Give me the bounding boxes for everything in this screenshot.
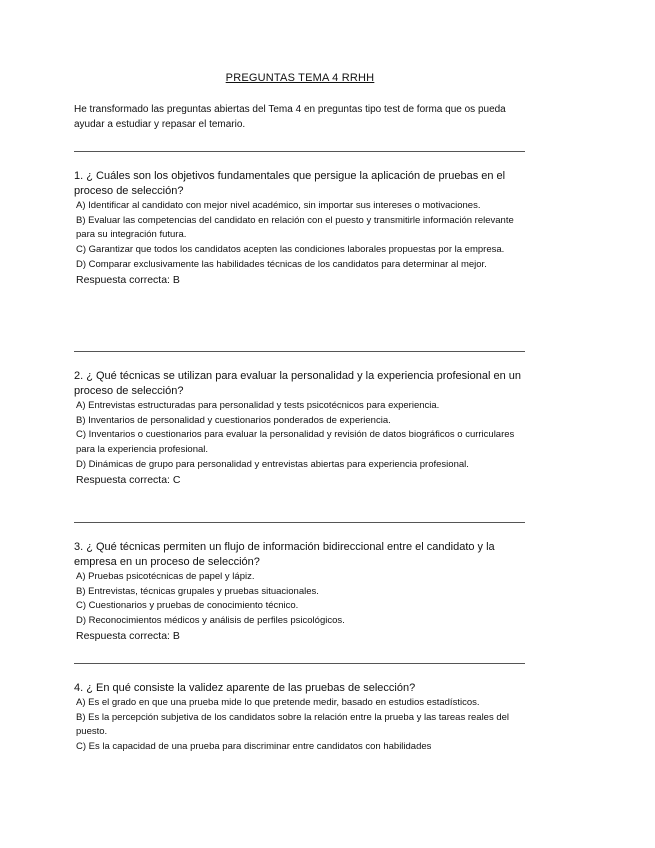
question-block-3 (74, 540, 529, 644)
option-c: C) Garantizar que todos los candidatos acepten las condiciones laborales propuestas por la empresa. (76, 244, 505, 256)
question-block-2 (74, 369, 529, 488)
question-text: 3. ¿ Qué técnicas permiten un flujo de información bidireccional entre el candidato y la empresa en un proceso de selección? (74, 541, 495, 568)
option-a: A) Entrevistas estructuradas para personalidad y tests psicotécnicos para experiencia. (76, 400, 440, 411)
option-a: A) Pruebas psicotécnicas de papel y lápiz. (76, 571, 255, 582)
separator-line (74, 151, 525, 152)
question-text: 1. ¿ Cuáles son los objetivos fundamentales que persigue la aplicación de pruebas en el proceso de selección? (74, 170, 506, 197)
separator-line (74, 522, 525, 523)
option-c: C) Cuestionarios y pruebas de conocimiento técnico. (76, 600, 299, 612)
option-a: A) Identificar al candidato con mejor nivel académico, sin importar sus intereses o motivaciones. (76, 200, 481, 211)
separator-line (74, 663, 525, 664)
question-block-1 (74, 169, 529, 288)
separator-line (74, 351, 525, 352)
question-text: 2. ¿ Qué técnicas se utilizan para evaluar la personalidad y la experiencia profesional en un proceso de selección? (74, 370, 521, 397)
correct-answer: Respuesta correcta: B (76, 273, 180, 286)
option-d: D) Dinámicas de grupo para personalidad y entrevistas abiertas para experiencia profesional. (76, 458, 469, 470)
correct-answer: Respuesta correcta: C (76, 473, 181, 486)
option-d: D) Reconocimientos médicos y análisis de perfiles psicológicos. (76, 615, 345, 627)
question-block-4 (74, 681, 529, 755)
correct-answer: Respuesta correcta: B (76, 629, 180, 642)
option-b: B) Entrevistas, técnicas grupales y pruebas situacionales. (76, 585, 319, 597)
option-a: A) Es el grado en que una prueba mide lo que pretende medir, basado en estudios estadísticos. (76, 697, 480, 708)
option-c: C) Inventarios o cuestionarios para evaluar la personalidad y revisión de datos biográficos o curriculares para la experiencia profesional. (76, 429, 515, 456)
question-text: 4. ¿ En qué consiste la validez aparente de las pruebas de selección? (74, 682, 416, 694)
option-b: B) Evaluar las competencias del candidato en relación con el puesto y transmitirle información relevante para su integración futura. (76, 214, 514, 241)
option-b: B) Es la percepción subjetiva de los candidatos sobre la relación entre la prueba y las tareas reales del puesto. (76, 711, 510, 738)
option-b: B) Inventarios de personalidad y cuestionarios ponderados de experiencia. (76, 414, 391, 426)
document-title: PREGUNTAS TEMA 4 RRHH (225, 72, 375, 84)
option-c: C) Es la capacidad de una prueba para discriminar entre candidatos con habilidades (76, 741, 432, 753)
intro-paragraph: He transformado las preguntas abiertas del Tema 4 en preguntas tipo test de forma que os pueda ayudar a estudiar y repasar el temario. (74, 104, 506, 130)
option-d: D) Comparar exclusivamente las habilidades técnicas de los candidatos para determinar al mejor. (76, 258, 487, 270)
